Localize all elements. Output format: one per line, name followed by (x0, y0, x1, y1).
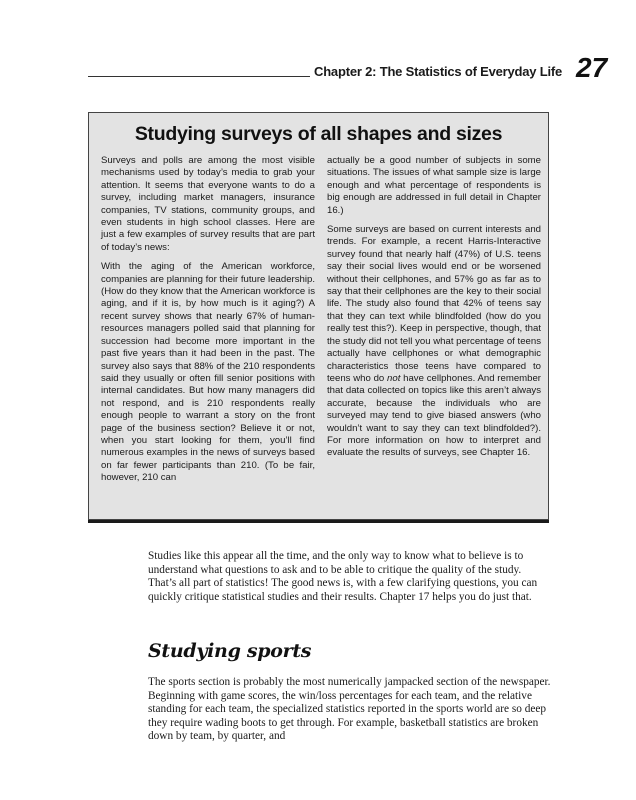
sidebar-paragraph: Surveys and polls are among the most visible mechanisms used by today’s media to grab your attention. It seems that everyone wants to do a survey, including market managers, insurance companies, TV stations, community groups, and even students in high school classes. Here are just a few examples of survey results that are part of today’s news: (101, 155, 315, 253)
sidebar-text: Some surveys are based on current interests and trends. For example, a recent Harris-Interactive survey found that nearly half (47%) of U.S. teens say their social lives would end or be worsened without their cellphones, and 57% go as far as to say that their cellphones are the key to their social life. The study also found that 42% of teens say that they can text while blindfolded (how do you really test this?). Keep in perspective, though, that the study did not tell you what percentage of teens actually have cellphones or what demographic characteristics those teens have compared to teens who do (327, 224, 541, 384)
sidebar-title: Studying surveys of all shapes and sizes (134, 123, 503, 145)
section-heading: Studying sports (148, 640, 312, 662)
body-paragraph: Studies like this appear all the time, and the only way to know what to believe is to understand what questions to ask and to be able to critique the quality of the study. That’s all part of statistics! The good news is, with a few clarifying questions, you can quickly critique statistical studies and their results. Chapter 17 helps you do just that. (148, 550, 538, 603)
sidebar-paragraph (327, 224, 541, 460)
sidebar-bottom-rule (88, 520, 549, 523)
chapter-title: Chapter 2: The Statistics of Everyday Life (314, 64, 563, 79)
sidebar-left-column (101, 155, 315, 492)
sidebar-paragraph: With the aging of the American workforce, companies are planning for their future leadership. (How do they know that the American workforce is aging, and if it is, by how much is it aging?) A recent survey shows that nearly 67% of human-resources managers polled said that planning for succession had become more important in the past five years than it had been in the past. The survey also says that 88% of the 210 respondents said they usually or often fill senior positions with internal candidates. But how many managers did not respond, and is 210 respondents really enough people to warrant a story on the front page of the business section? Believe it or not, when you start looking for them, you’ll find numerous examples in the news of surveys based on far fewer participants than 210. (To be fair, however, 210 can (101, 261, 315, 484)
body-paragraph: The sports section is probably the most numerically jampacked section of the newspaper. Beginning with game scores, the win/loss percentages for each team, and the relative standing for each team, the specialized statistics reported in the sports world are so deep they require wading boots to get through. For example, basketball statistics are broken down by team, by quarter, and (148, 676, 551, 743)
sidebar-text: have cellphones. And remember that data collected on topics like this aren’t always accurate, because the individuals who are surveyed may tend to give biased answers (who wouldn’t want to say they can text blindfolded?). For more information on how to interpret and evaluate the results of surveys, see Chapter 16. (327, 372, 542, 459)
emphasis-text: not (387, 372, 401, 384)
sidebar-paragraph: actually be a good number of subjects in some situations. The issues of what sample size is large enough and what percentage of respondents is big enough are addressed in full detail in Chapter 16.) (327, 155, 541, 216)
sidebar-right-column (327, 155, 541, 467)
header-rule (88, 76, 310, 77)
sidebar-box (88, 112, 549, 520)
page-number: 27 (576, 52, 608, 83)
